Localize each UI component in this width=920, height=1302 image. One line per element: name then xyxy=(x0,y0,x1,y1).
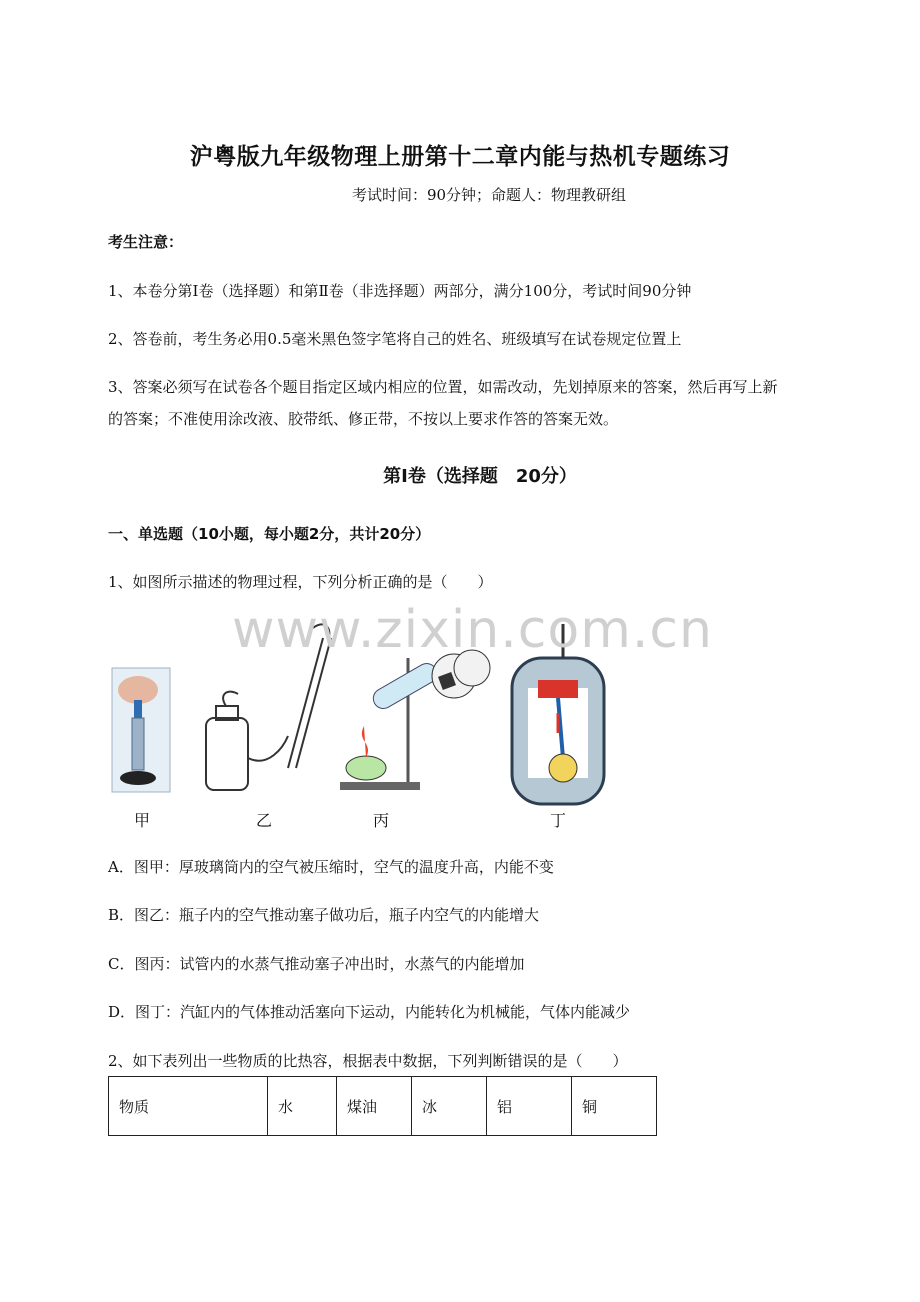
table-header-cell: 煤油 xyxy=(337,1077,412,1136)
figure-jia-compression-tube xyxy=(112,668,170,792)
figure-label-ding: 丁 xyxy=(550,811,567,830)
table-header-cell: 冰 xyxy=(412,1077,487,1136)
exam-info: 考试时间：90分钟；命题人：物理教研组 xyxy=(351,186,627,204)
notice-item-3: 3、答案必须写在试卷各个题目指定区域内相应的位置，如需改动，先划掉原来的答案，然后再写上新 xyxy=(108,378,778,396)
part-title: 一、单选题（10小题，每小题2分，共计20分） xyxy=(108,525,431,543)
specific-heat-table xyxy=(108,1076,657,1136)
table-header-cell: 铝 xyxy=(487,1077,572,1136)
figure-label-jia: 甲 xyxy=(134,811,151,830)
table-row xyxy=(109,1077,657,1136)
question-1-option-d: D．图丁：汽缸内的气体推动活塞向下运动，内能转化为机械能，气体内能减少 xyxy=(108,1003,631,1021)
question-2-stem: 2、如下表列出一些物质的比热容，根据表中数据，下列判断错误的是（ ） xyxy=(108,1052,628,1070)
table-header-cell: 物质 xyxy=(109,1077,268,1136)
notice-heading: 考生注意： xyxy=(108,233,184,251)
notice-item-2: 2、答卷前，考生务必用0.5毫米黑色签字笔将自己的姓名、班级填写在试卷规定位置上 xyxy=(108,330,682,348)
notice-item-1: 1、本卷分第Ⅰ卷（选择题）和第Ⅱ卷（非选择题）两部分，满分100分，考试时间90分钟 xyxy=(108,282,692,300)
question-1-option-c: C．图丙：试管内的水蒸气推动塞子冲出时，水蒸气的内能增加 xyxy=(108,955,525,973)
question-1-option-b: B．图乙：瓶子内的空气推动塞子做功后，瓶子内空气的内能增大 xyxy=(108,906,540,924)
watermark: www.zixin.com.cn xyxy=(232,600,713,660)
figure-label-yi: 乙 xyxy=(256,811,273,830)
section-title: 第Ⅰ卷（选择题 20分） xyxy=(383,466,577,487)
question-1-stem: 1、如图所示描述的物理过程，下列分析正确的是（ ） xyxy=(108,573,493,591)
figure-label-bing: 丙 xyxy=(373,811,390,830)
page-title: 沪粤版九年级物理上册第十二章内能与热机专题练习 xyxy=(189,144,731,170)
notice-item-3-cont: 的答案；不准使用涂改液、胶带纸、修正带，不按以上要求作答的答案无效。 xyxy=(108,410,619,428)
question-1-option-a: A．图甲：厚玻璃筒内的空气被压缩时，空气的温度升高，内能不变 xyxy=(108,858,554,876)
table-header-cell: 铜 xyxy=(572,1077,657,1136)
figure-bing-test-tube xyxy=(340,650,490,790)
table-header-cell: 水 xyxy=(268,1077,337,1136)
